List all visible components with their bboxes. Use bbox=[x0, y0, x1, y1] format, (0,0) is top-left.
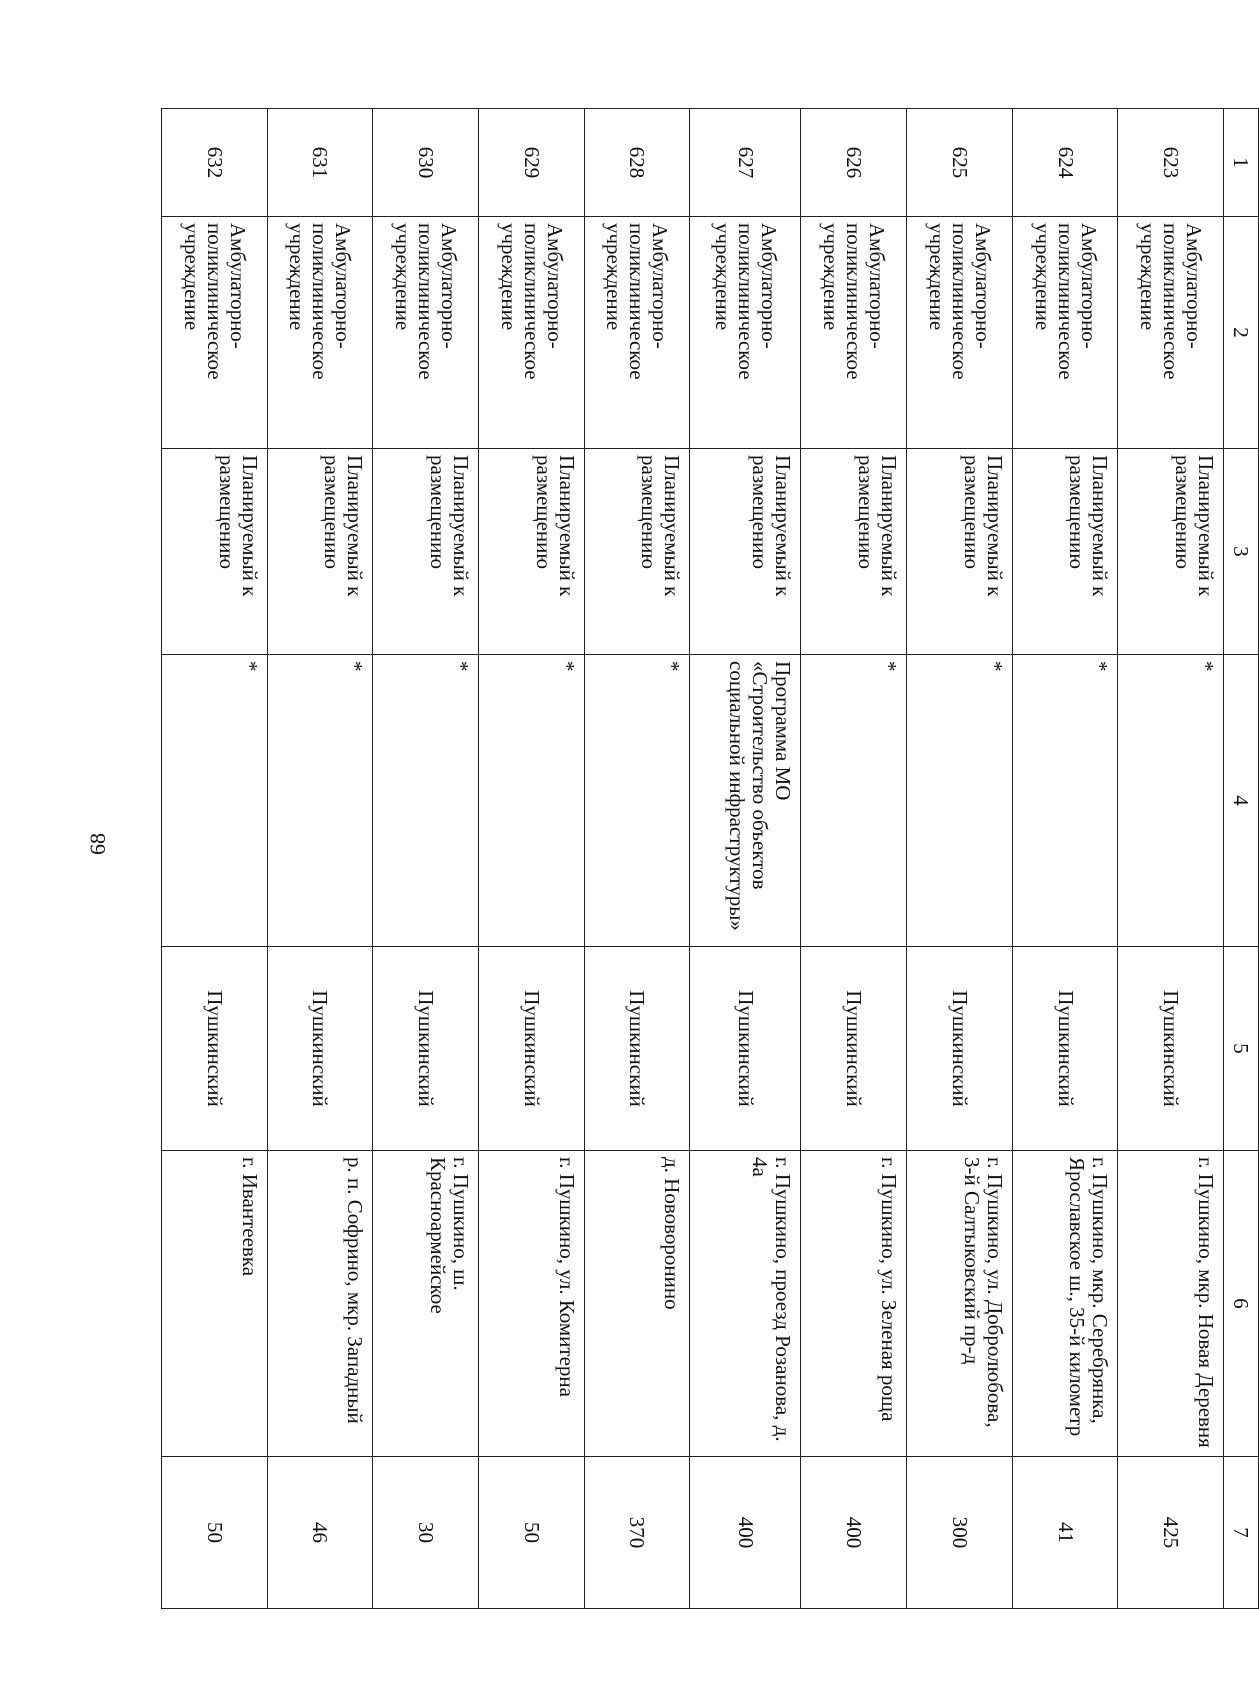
program: * bbox=[478, 655, 584, 947]
facility-type: Амбулаторно-поликлиническое учреждение bbox=[801, 217, 907, 449]
capacity-value: 30 bbox=[373, 1457, 479, 1609]
district: Пушкинский bbox=[584, 947, 690, 1151]
address: г. Пушкино, мкр. Новая Деревня bbox=[1118, 1151, 1224, 1457]
address: г. Пушкино, ул. Зеленая роща bbox=[801, 1151, 907, 1457]
table-row bbox=[1012, 109, 1118, 1609]
facility-type: Амбулаторно-поликлиническое учреждение bbox=[267, 217, 373, 449]
capacity-value: 300 bbox=[907, 1457, 1013, 1609]
header-col-4: 4 bbox=[1224, 655, 1259, 947]
table-row bbox=[267, 109, 373, 1609]
row-number: 625 bbox=[907, 109, 1013, 217]
facility-type: Амбулаторно-поликлиническое учреждение bbox=[478, 217, 584, 449]
header-col-3: 3 bbox=[1224, 449, 1259, 655]
district: Пушкинский bbox=[373, 947, 479, 1151]
row-number: 632 bbox=[162, 109, 268, 217]
facility-type: Амбулаторно-поликлиническое учреждение bbox=[584, 217, 690, 449]
address: г. Пушкино, проезд Розанова, д. 4а bbox=[690, 1151, 801, 1457]
capacity-value: 46 bbox=[267, 1457, 373, 1609]
address: г. Пушкино, мкр. Серебрянка, Ярославское ш., 35-й километр bbox=[1012, 1151, 1118, 1457]
page-number: 68 bbox=[85, 833, 110, 855]
address: г. Ивантеевка bbox=[162, 1151, 268, 1457]
header-col-5: 5 bbox=[1224, 947, 1259, 1151]
district: Пушкинский bbox=[162, 947, 268, 1151]
header-col-2: 2 bbox=[1224, 217, 1259, 449]
program: * bbox=[584, 655, 690, 947]
facility-status: Планируемый к размещению bbox=[584, 449, 690, 655]
capacity-value: 400 bbox=[801, 1457, 907, 1609]
capacity-value: 41 bbox=[1012, 1457, 1118, 1609]
facility-type: Амбулаторно-поликлиническое учреждение bbox=[1118, 217, 1224, 449]
row-number: 629 bbox=[478, 109, 584, 217]
address: г. Пушкино, ул. Комитерна bbox=[478, 1151, 584, 1457]
program: * bbox=[373, 655, 479, 947]
facility-status: Планируемый к размещению bbox=[373, 449, 479, 655]
facility-type: Амбулаторно-поликлиническое учреждение bbox=[373, 217, 479, 449]
capacity-value: 50 bbox=[478, 1457, 584, 1609]
facility-status: Планируемый к размещению bbox=[801, 449, 907, 655]
facility-status: Планируемый к размещению bbox=[267, 449, 373, 655]
program: * bbox=[267, 655, 373, 947]
header-col-7: 7 bbox=[1224, 1457, 1259, 1609]
program: * bbox=[162, 655, 268, 947]
district: Пушкинский bbox=[478, 947, 584, 1151]
facility-status: Планируемый к размещению bbox=[478, 449, 584, 655]
facility-status: Планируемый к размещению bbox=[162, 449, 268, 655]
program: * bbox=[801, 655, 907, 947]
district: Пушкинский bbox=[690, 947, 801, 1151]
facility-type: Амбулаторно-поликлиническое учреждение bbox=[907, 217, 1013, 449]
address: г. Пушкино, ул. Добролюбова, 3-й Салтыковский пр-д bbox=[907, 1151, 1013, 1457]
row-number: 628 bbox=[584, 109, 690, 217]
table-body bbox=[162, 109, 1224, 1609]
row-number: 624 bbox=[1012, 109, 1118, 217]
table-row bbox=[162, 109, 268, 1609]
table-row bbox=[478, 109, 584, 1609]
capacity-value: 50 bbox=[162, 1457, 268, 1609]
table-row bbox=[690, 109, 801, 1609]
facility-type: Амбулаторно-поликлиническое учреждение bbox=[1012, 217, 1118, 449]
table-row bbox=[373, 109, 479, 1609]
row-number: 626 bbox=[801, 109, 907, 217]
district: Пушкинский bbox=[267, 947, 373, 1151]
district: Пушкинский bbox=[1012, 947, 1118, 1151]
header-row bbox=[1224, 109, 1259, 1609]
facility-status: Планируемый к размещению bbox=[690, 449, 801, 655]
facilities-table-wrapper bbox=[161, 108, 1259, 1608]
header-col-6: 6 bbox=[1224, 1151, 1259, 1457]
table-row bbox=[801, 109, 907, 1609]
header-col-1: 1 bbox=[1224, 109, 1259, 217]
facility-type: Амбулаторно-поликлиническое учреждение bbox=[162, 217, 268, 449]
district: Пушкинский bbox=[907, 947, 1013, 1151]
capacity-value: 400 bbox=[690, 1457, 801, 1609]
address: д. Нововоронино bbox=[584, 1151, 690, 1457]
facility-status: Планируемый к размещению bbox=[1118, 449, 1224, 655]
capacity-value: 425 bbox=[1118, 1457, 1224, 1609]
address: г. Пушкино, ш. Красноармейское bbox=[373, 1151, 479, 1457]
row-number: 623 bbox=[1118, 109, 1224, 217]
facility-type: Амбулаторно-поликлиническое учреждение bbox=[690, 217, 801, 449]
table-row bbox=[1118, 109, 1224, 1609]
program: * bbox=[907, 655, 1013, 947]
program: * bbox=[1012, 655, 1118, 947]
district: Пушкинский bbox=[1118, 947, 1224, 1151]
facilities-table bbox=[161, 108, 1259, 1609]
row-number: 627 bbox=[690, 109, 801, 217]
address: р. п. Софрино, мкр. Западный bbox=[267, 1151, 373, 1457]
facility-status: Планируемый к размещению bbox=[907, 449, 1013, 655]
table-row bbox=[907, 109, 1013, 1609]
program: * bbox=[1118, 655, 1224, 947]
row-number: 630 bbox=[373, 109, 479, 217]
capacity-value: 370 bbox=[584, 1457, 690, 1609]
table-row bbox=[584, 109, 690, 1609]
program: Программа МО «Строительство объектов социальной инфраструктуры» bbox=[690, 655, 801, 947]
district: Пушкинский bbox=[801, 947, 907, 1151]
row-number: 631 bbox=[267, 109, 373, 217]
facility-status: Планируемый к размещению bbox=[1012, 449, 1118, 655]
